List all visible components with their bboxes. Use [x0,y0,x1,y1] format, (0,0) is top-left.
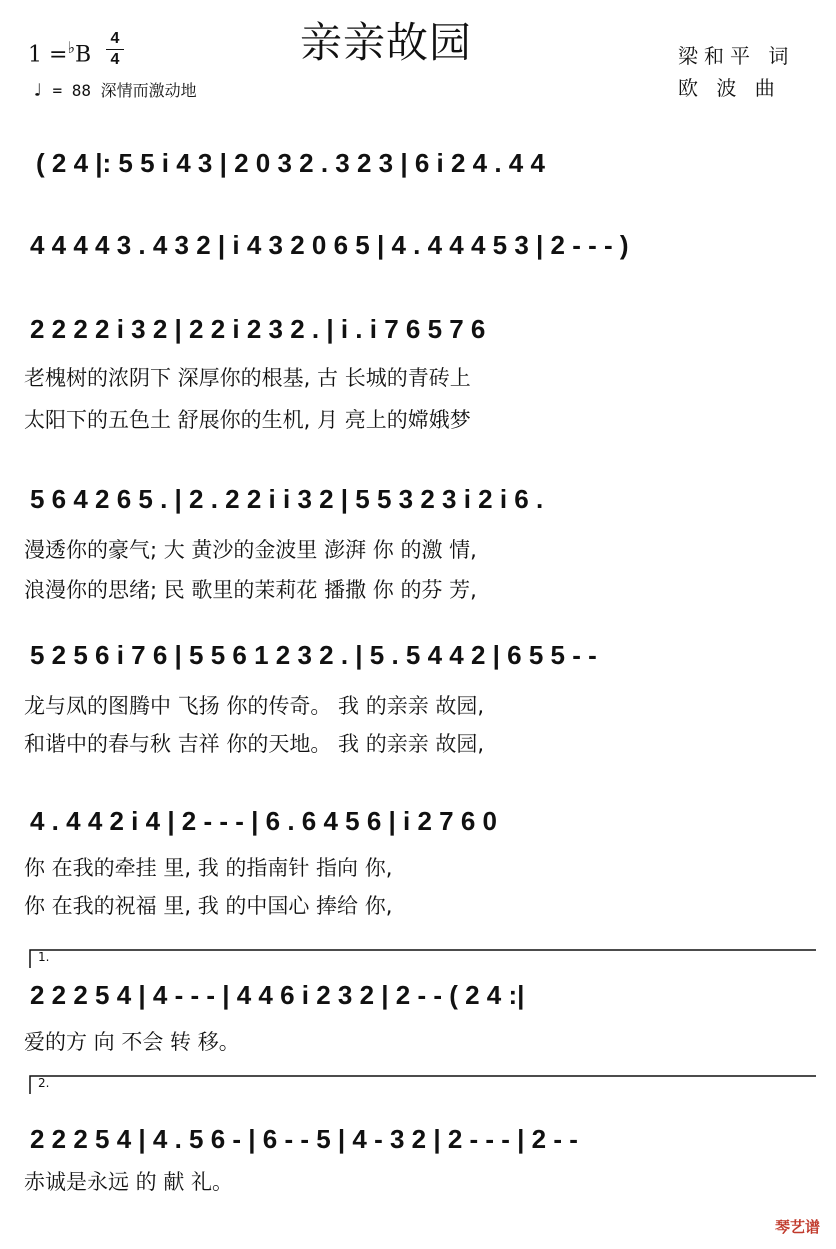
lyric-line-3a: 老槐树的浓阴下 深厚你的根基, 古 长城的青砖上 [24,366,471,390]
volta-1-label: 1. [38,950,50,964]
score-system-5: 5 2 5 6 i 7 6 | 5 5 6 1 2 3 2 . | 5 . 5 4 4 2 | 6 5 5 - - [30,640,597,670]
score-system-8: 2 2 2 5 4 | 4 . 5 6 - | 6 - - 5 | 4 - 3 2 | 2 - - - | 2 - - [30,1124,578,1154]
score-system-2: 4 4 4 4 3 . 4 3 2 | i 4 3 2 0 6 5 | 4 . 4 4 4 5 3 | 2 - - - ) [30,230,629,260]
key-signature [28,38,91,67]
lyric-line-6b: 你 在我的祝福 里, 我 的中国心 捧给 你, [24,894,393,918]
lyric-line-7: 爱的方 向 不会 转 移。 [24,1030,240,1054]
lyric-line-3b: 太阳下的五色土 舒展你的生机, 月 亮上的嫦娥梦 [24,408,471,432]
meter-numerator: 4 [110,30,120,47]
key-name: B [74,42,92,68]
watermark-logo: 琴艺谱 [774,1218,820,1236]
composer-credit: 欧 波 曲 [678,76,781,100]
score-system-6: 4 . 4 4 2 i 4 | 2 - - - | 6 . 6 4 5 6 | i 2 7 6 0 [30,806,497,836]
score-system-4: 5 6 4 2 6 5 . | 2 . 2 2 i i 3 2 | 5 5 3 2 3 i 2 i 6 . [30,484,544,514]
lyric-line-5a: 龙与凤的图腾中 飞扬 你的传奇。 我 的亲亲 故园, [24,694,485,718]
score-system-1: ( 2 4 |: 5 5 i 4 3 | 2 0 3 2 . 3 2 3 | 6 i 2 4 . 4 4 [36,148,545,178]
volta-bracket-1 [28,946,818,970]
tempo-text: = 88 深情而激动地 [52,81,197,100]
meter-denominator: 4 [110,51,120,68]
key-equals: = [49,42,68,68]
time-signature [104,30,126,69]
tempo-marking [32,78,197,101]
lyric-line-6a: 你 在我的牵挂 里, 我 的指南针 指向 你, [24,856,393,880]
volta-2-label: 2. [38,1076,50,1090]
score-system-7: 2 2 2 5 4 | 4 - - - | 4 4 6 i 2 3 2 | 2 - - ( 2 4 :| [30,980,525,1010]
lyricist-credit: 梁和平 词 [678,44,795,68]
song-title: 亲亲故园 [300,18,473,67]
lyric-line-5b: 和谐中的春与秋 吉祥 你的天地。 我 的亲亲 故园, [24,732,485,756]
lyric-line-8: 赤诚是永远 的 献 礼。 [24,1170,234,1194]
flat-sign: ♭ [67,38,75,57]
lyric-line-4b: 浪漫你的思绪; 民 歌里的茉莉花 播撒 你 的芬 芳, [24,578,477,602]
meter-divider [106,49,124,50]
key-degree: 1 [28,42,42,68]
quarter-note-icon: ♩ [32,80,43,101]
volta-bracket-2 [28,1072,818,1096]
score-system-3: 2 2 2 2 i 3 2 | 2 2 i 2 3 2 . | i . i 7 6 5 7 6 [30,314,486,344]
lyric-line-4a: 漫透你的豪气; 大 黄沙的金波里 澎湃 你 的激 情, [24,538,477,562]
